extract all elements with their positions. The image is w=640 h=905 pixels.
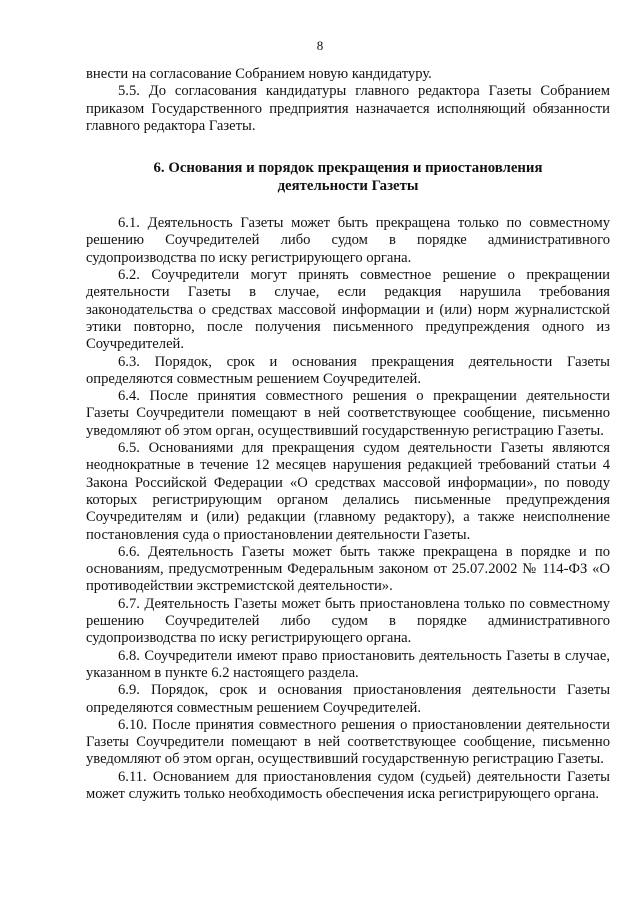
section-heading-line2: деятельности Газеты	[277, 178, 419, 195]
paragraph-6-2: 6.2. Соучредители могут принять совместное решение о прекращении деятельности Газеты в случае, если редакция нарушила требования законодательства о средствах массовой информации и (или) норм журналистской этики повторно, после получения письменного предупреждения одного из Соучредителей.	[86, 267, 610, 353]
page-number: 8	[316, 38, 324, 53]
paragraph-6-4: 6.4. После принятия совместного решения о прекращении деятельности Газеты Соучредители помещают в ней соответствующее сообщение, письменно уведомляют об этом орган, осуществивший государственную регистрацию Газеты.	[86, 388, 610, 439]
paragraph-6-10: 6.10. После принятия совместного решения о приостановлении деятельности Газеты Соучредители помещают в ней соответствующее сообщение, письменно уведомляют об этом орган, осуществивший государственную регистрацию Газеты.	[86, 716, 610, 768]
paragraph-continuation: внести на согласование Собранием новую кандидатуру.	[86, 66, 432, 82]
section-heading	[86, 159, 610, 195]
paragraph-6-1: 6.1. Деятельность Газеты может быть прекращена только по совместному решению Соучредителей либо судом в порядке административного судопроизводства по иску регистрирующего органа.	[86, 215, 610, 266]
paragraph-5-5: 5.5. До согласования кандидатуры главного редактора Газеты Собранием приказом Государственного предприятия назначается исполняющий обязанности главного редактора Газеты.	[86, 83, 610, 134]
section-heading-line1: 6. Основания и порядок прекращения и приостановления	[153, 160, 543, 177]
paragraph-6-6: 6.6. Деятельность Газеты может быть также прекращена в порядке и по основаниям, предусмотренным Федеральным законом от 25.07.2002 № 114-ФЗ «О противодействии экстремистской деятельности».	[86, 543, 610, 595]
paragraph-6-7: 6.7. Деятельность Газеты может быть приостановлена только по совместному решению Соучредителей либо судом в порядке административного судопроизводства по иску регистрирующего органа.	[86, 595, 610, 647]
paragraph-6-8: 6.8. Соучредители имеют право приостановить деятельность Газеты в случае, указанном в пункте 6.2 настоящего раздела.	[86, 647, 610, 681]
document-body	[86, 66, 610, 803]
paragraph-6-3: 6.3. Порядок, срок и основания прекращения деятельности Газеты определяются совместным решением Соучредителей.	[86, 353, 610, 387]
paragraph-6-5: 6.5. Основаниями для прекращения судом деятельности Газеты являются неоднократные в течение 12 месяцев нарушения редакцией требований статьи 4 Закона Российской Федерации «О средствах массовой информации», по поводу которых регистрирующим органом делались письменные предупреждения Соучредителям и (или) редакции (главному редактору), а также неисполнение постановления суда о приостановлении деятельности Газеты.	[86, 440, 610, 543]
paragraph-6-11: 6.11. Основанием для приостановления судом (судьей) деятельности Газеты может служить только необходимость обеспечения иска регистрирующего органа.	[86, 768, 610, 802]
paragraph-6-9: 6.9. Порядок, срок и основания приостановления деятельности Газеты определяются совместным решением Соучредителей.	[86, 682, 610, 716]
